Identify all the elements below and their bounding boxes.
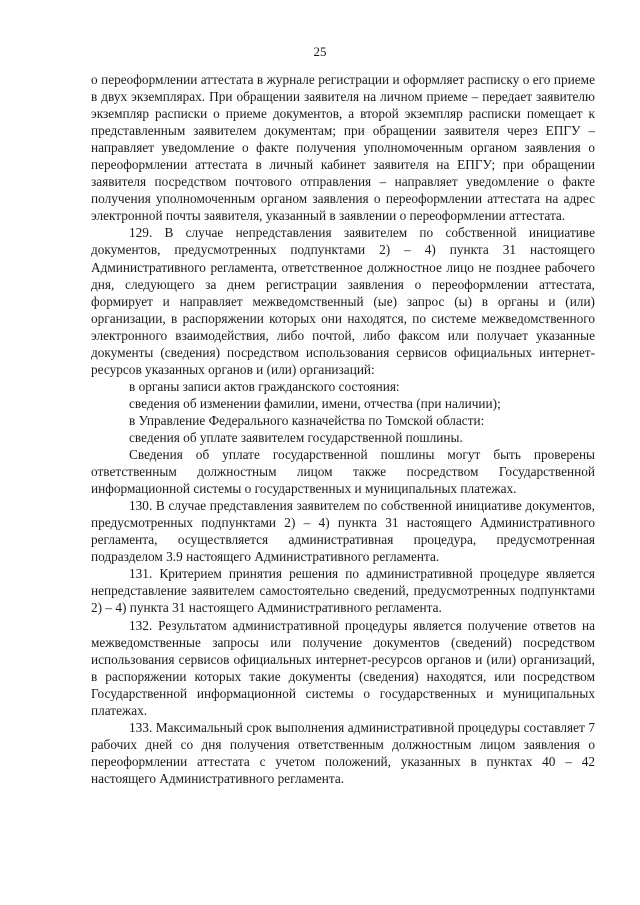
paragraph-131: 131. Критерием принятия решения по административной процедуре является непредставление заявителем самостоятельно сведений, предусмотренных подпунктами 2) – 4) пункта 31 настоящего Административного регламента. [91, 566, 595, 616]
list-item-name-change: сведения об изменении фамилии, имени, отчества (при наличии); [129, 395, 501, 411]
paragraph-continuation: о переоформлении аттестата в журнале регистрации и оформляет расписку о его приеме в двух экземплярах. При обращении заявителя на личном приеме – передает заявителю экземпляр расписки о приеме документов, а второй экземпляр расписки помещает к представленным заявителем документам; при обращении заявителя через ЕПГУ – направляет уведомление о факте получения уполномоченным органом заявления о переоформлении аттестата в личный кабинет заявителя на ЕПГУ; при обращении заявителя посредством почтового отправления – направляет уведомление о факте получения уполномоченным органом заявления о переоформлении аттестата на адрес электронной почты заявителя, указанный в заявлении о переоформлении аттестата. [91, 72, 595, 224]
list-item-treasury: в Управление Федерального казначейства по Томской области: [129, 412, 485, 428]
paragraph-132: 132. Результатом административной процедуры является получение ответов на межведомственные запросы или получение документов (сведений) посредством использования сервисов официальных интернет-ресурсов органов и (или) организаций, в распоряжении которых такие документы (сведения) находятся, или посредством Государственной информационной системы о государственных и муниципальных платежах. [91, 617, 595, 718]
list-item-civil-registry: в органы записи актов гражданского состояния: [129, 378, 400, 394]
paragraph-130: 130. В случае представления заявителем по собственной инициативе документов, предусмотренных подпунктами 2) – 4) пункта 31 настоящего Административного регламента, осуществляется административная процедура, предусмотренная подразделом 3.9 настоящего Административного регламента. [91, 498, 595, 565]
paragraph-129: 129. В случае непредставления заявителем по собственной инициативе документов, предусмотренных подпунктами 2) – 4) пункта 31 настоящего Административного регламента, ответственное должностное лицо не позднее рабочего дня, следующего за днем регистрации заявления о переоформлении аттестата, формирует и направляет межведомственный (ые) запрос (ы) в органы и (или) организации, в распоряжении которых они находятся, по системе межведомственного электронного взаимодействия, либо почтой, либо факсом или получает указанные документы (сведения) посредством использования сервисов официальных интернет-ресурсов указанных органов и (или) организаций: [91, 225, 595, 377]
list-item-duty-payment: сведения об уплате заявителем государственной пошлины. [129, 429, 463, 445]
body-text [91, 71, 595, 787]
page-number: 25 [313, 44, 327, 59]
paragraph-duty-verification: Сведения об уплате государственной пошлины могут быть проверены ответственным должностным лицом также посредством Государственной информационной системы о государственных и муниципальных платежах. [91, 447, 595, 497]
paragraph-133: 133. Максимальный срок выполнения административной процедуры составляет 7 рабочих дней со дня получения ответственным должностным лицом заявления о переоформлении аттестата с учетом положений, указанных в пунктах 40 – 42 настоящего Административного регламента. [91, 719, 595, 786]
